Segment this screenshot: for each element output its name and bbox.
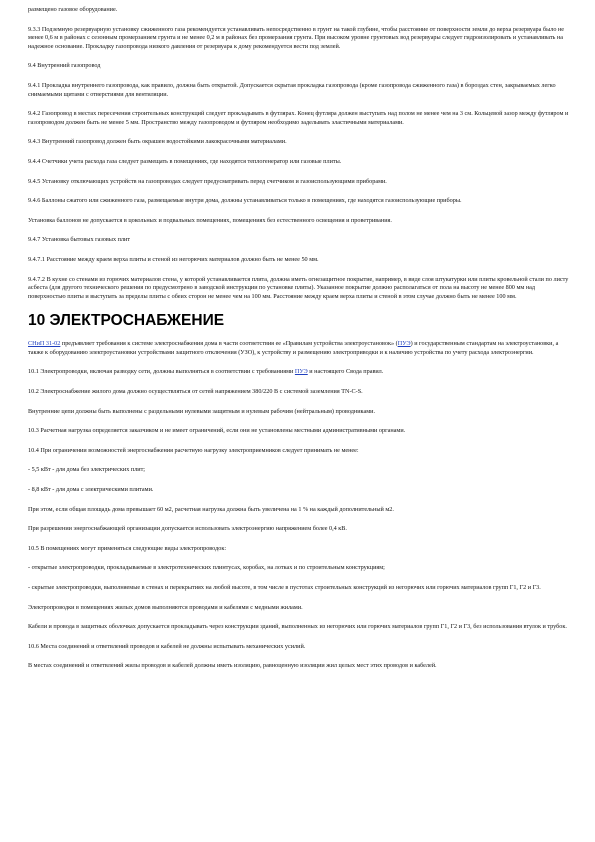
paragraph-text: 9.4.4 Счетчики учета расхода газа следует размещать в помещениях, где находятся теплогенератор или газовые плиты. <box>28 157 342 165</box>
paragraph-text: предъявляет требования к системе электроснабжения дома в части соответствия ее «Правилам устройства электроустановок» ( <box>60 340 398 348</box>
paragraph <box>28 388 569 397</box>
pue-link-2[interactable]: ПУЭ <box>294 368 308 376</box>
paragraph <box>28 506 569 515</box>
paragraph <box>28 256 569 265</box>
paragraph-text: 9.4.2 Газопровод в местах пересечения строительных конструкций следует прокладывать в футлярах. Конец футляра должен выступать над полом не менее чем на 3 см. Кольцевой зазор между футляром и газопроводом должен быть не менее 5 мм. Пространство между газопроводом и футляром необходимо заделывать эластичными материалами. <box>28 110 569 126</box>
paragraph <box>28 584 569 593</box>
paragraph <box>28 623 569 632</box>
paragraph <box>28 217 569 226</box>
paragraph-text: При разрешении энергоснабжающей организации допускается использовать электроэнергию напряжением более 0,4 кВ. <box>28 525 347 533</box>
paragraph-text: В местах соединений и ответвлений жилы проводов и кабелей должны иметь изоляцию, равноценную изоляции жил целых мест этих проводов и кабелей. <box>28 662 437 670</box>
paragraph-text: 9.4.6 Баллоны сжатого или сжиженного газа, размещаемые внутри дома, должны устанавливаться только в помещениях, где находятся газоиспользующие приборы. <box>28 197 462 205</box>
paragraph-text: - скрытые электропроводки, выполняемые в стенах и перекрытиях на любой высоте, в том числе в пустотах строительных конструкций из негорючих или горючих материалов групп Г1, Г2 и Г3. <box>28 584 541 591</box>
paragraph-text: 9.4.5 Установку отключающих устройств на газопроводах следует предусматривать перед счетчиком и газоиспользующими приборами. <box>28 177 387 185</box>
pue-link[interactable]: ПУЭ <box>397 340 411 348</box>
paragraph-text: 10.3 Расчетная нагрузка определяется заказчиком и не имеет ограничений, если они не установлены местными административными органами. <box>28 427 406 435</box>
paragraph <box>28 525 569 534</box>
paragraph-text: 10.5 В помещениях могут применяться следующие виды электропроводок: <box>28 544 227 552</box>
paragraph <box>28 408 569 417</box>
paragraph <box>28 82 569 99</box>
paragraph-text: 9.4 Внутренний газопровод <box>28 62 101 70</box>
paragraph-text: 9.4.1 Прокладка внутреннего газопровода, как правило, должна быть открытой. Допускается скрытая прокладка газопровода (кроме газопровода сжиженного газа) в бороздах стен, закрываемых легко снимаемыми щитами с отверстиями для вентиляции. <box>28 81 556 98</box>
paragraph-text: При этом, если общая площадь дома превышает 60 м2, расчетная нагрузка должна быть увеличена на 1 % на каждый дополнительный м2. <box>28 505 394 513</box>
paragraph-text: Кабели и провода в защитных оболочках допускается прокладывать через конструкции зданий, выполненных из негорючих или горючих материалов групп Г1, Г2 и Г3, без использования втулок и трубок. <box>28 623 567 631</box>
paragraph-text: - открытые электропроводки, прокладываемые в электротехнических плинтусах, коробах, на лотках и по строительным конструкциям; <box>28 564 385 572</box>
paragraph <box>28 62 569 71</box>
snip-31-02-link[interactable]: СНиП 31-02 <box>28 340 61 348</box>
paragraph-text: 10.1 Электропроводки, включая разводку сети, должны выполняться в соответствии с требованиями <box>28 368 295 376</box>
paragraph-text: размещено газовое оборудование. <box>28 6 118 13</box>
paragraph <box>28 197 569 206</box>
paragraph-text: 9.4.7.2 В кухне со стенами из горючих материалов стена, у которой устанавливается плита, должна иметь огнезащитное покрытие, например, в виде слоя штукатурки или плиты кровельной стали по листу асбеста (для другого технического решения по предусмотрено в заводской инструкции по установке плиты). Указанное покрытие должно располагаться от пола на высоту не менее 800 мм над поверхностью плиты и выступать за пределы плиты с обеих сторон не менее чем на 100 мм. Расстояние между краем верха плиты и стеной в этом случае должно быть не менее 100 мм. <box>28 275 569 300</box>
paragraph-text: Электропроводки в помещениях жилых домов выполняются проводами и кабелями с медными жилами. <box>28 603 303 611</box>
paragraph-text: Установка баллонов не допускается в цокольных и подвальных помещениях, помещениях без естественного освещения и проветривания. <box>28 216 392 224</box>
paragraph <box>28 6 569 15</box>
paragraph-text: 9.4.7 Установка бытовых газовых плит <box>28 236 131 244</box>
paragraph <box>28 138 569 147</box>
paragraph <box>28 26 569 52</box>
paragraph-text: 9.3.3 Подземную резервуарную установку сжиженного газа рекомендуется устанавливать непосредственно в грунт на такой глубине, чтобы расстояние от поверхности земли до верха резервуара было не менее 0,6 м в районах с сезонным промерзанием грунта и не менее 0,2 м в районах без промерзания грунта. При высоком уровне грунтовых вод резервуары следует гидроизолировать и устанавливать на надежное основание. Прокладку газопровода низкого давления от резервуара к дому рекомендуется вести под землей. <box>28 25 565 50</box>
paragraph-text: ) и государственным стандартам на электроустановки, а также к оборудованию электроустановки устройствами защитного отключения (УЗО), к устройству и размещению электроприводки и к наличию устройства по учету расхода электроэнергии. <box>28 340 559 356</box>
paragraph <box>28 110 569 127</box>
paragraph-text: 10 ЭЛЕКТРОСНАБЖЕНИЕ <box>28 312 225 330</box>
paragraph <box>28 604 569 613</box>
paragraph-text: 10.6 Места соединений и ответвлений проводов и кабелей не должны испытывать механических усилий. <box>28 642 306 650</box>
paragraph <box>28 564 569 573</box>
paragraph-text: 10.4 При ограничении возможностей энергоснабжения расчетную нагрузку электроприемников следует принимать не менее: <box>28 446 359 454</box>
paragraph <box>28 158 569 167</box>
paragraph-text: 10.2 Электроснабжение жилого дома должно осуществляться от сетей напряжением 380/220 В с системой заземления TN-C-S. <box>28 388 363 396</box>
paragraph-text: 9.4.3 Внутренний газопровод должен быть окрашен водостойкими лакокрасочными материалами. <box>28 138 287 146</box>
paragraph <box>28 447 569 456</box>
paragraph <box>28 662 569 671</box>
paragraph-text: 9.4.7.1 Расстояние между краем верха плиты и стеной из негорючих материалов должно быть не менее 50 мм. <box>28 255 319 263</box>
paragraph <box>28 236 569 245</box>
paragraph <box>28 486 569 495</box>
paragraph <box>28 643 569 652</box>
paragraph <box>28 368 569 377</box>
paragraph <box>28 178 569 187</box>
paragraph <box>28 545 569 554</box>
paragraph-text: Внутренние цепи должны быть выполнены с раздельными нулевыми защитным и нулевым рабочим (нейтральным) проводниками. <box>28 407 375 415</box>
paragraph-text: - 5,5 кВт - для дома без электрических плит; <box>28 466 146 474</box>
paragraph <box>28 340 569 357</box>
paragraph-text: - 8,8 кВт - для дома с электрическими плитами. <box>28 486 154 494</box>
paragraph-text: и настоящего Свода правил. <box>307 368 384 376</box>
paragraph <box>28 276 569 302</box>
section-heading <box>28 312 569 330</box>
paragraph <box>28 466 569 475</box>
paragraph <box>28 427 569 436</box>
